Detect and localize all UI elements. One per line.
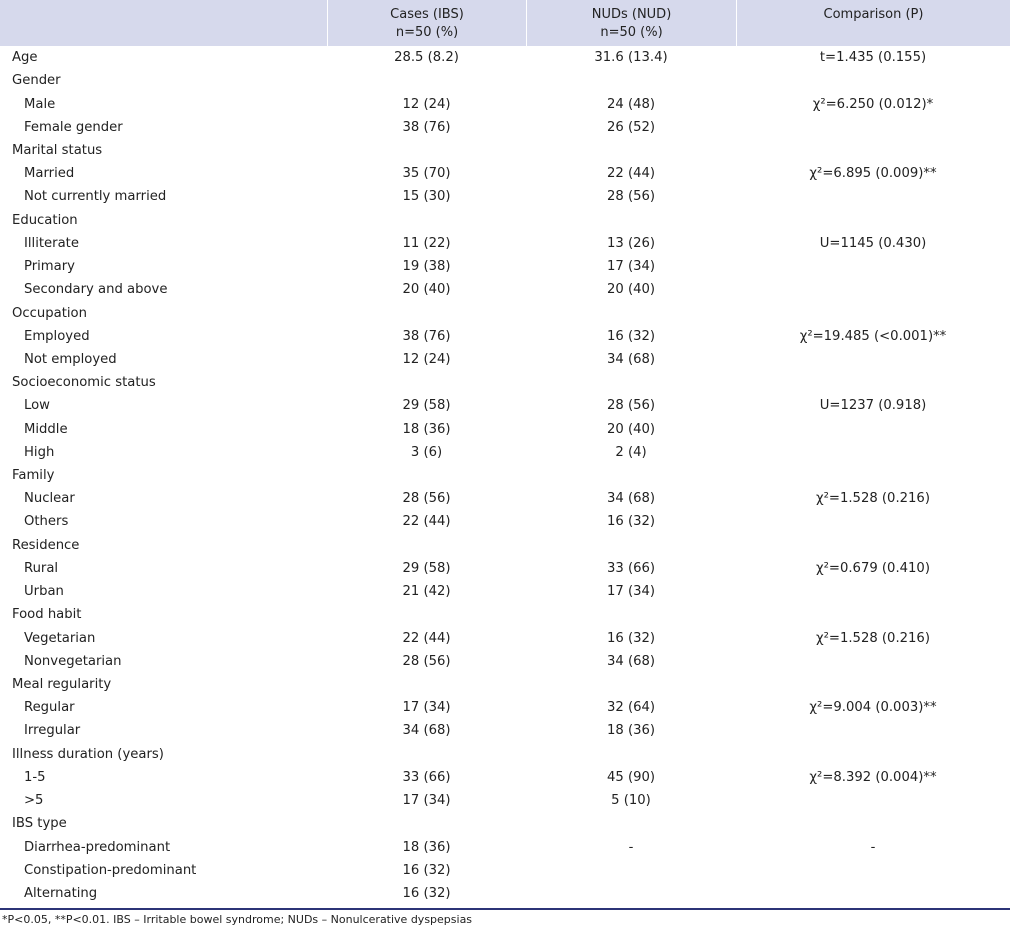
row-comparison-value: χ²=6.895 (0.009)** [809, 166, 937, 182]
row-label: Residence [12, 537, 80, 553]
row-cases-value: 11 (22) [402, 235, 451, 251]
row-cases-value: 29 (58) [402, 398, 451, 414]
row-nuds-value: 24 (48) [606, 96, 656, 112]
header-comparison-title: Comparison (P) [823, 7, 924, 22]
table-row [0, 766, 1010, 789]
row-label: Low [24, 398, 50, 414]
table-row [0, 418, 1010, 441]
row-cases-value: 35 (70) [402, 166, 451, 182]
table-row [0, 719, 1010, 742]
table-row [0, 557, 1010, 580]
row-nuds-value: 20 (40) [606, 421, 656, 437]
row-label: Employed [24, 328, 90, 344]
table-row [0, 626, 1010, 649]
row-nuds-value: 5 (10) [611, 793, 651, 809]
row-comparison-value: t=1.435 (0.155) [819, 50, 927, 66]
table-body [0, 46, 1010, 905]
row-label: Occupation [12, 305, 87, 321]
row-label: Married [24, 166, 75, 182]
row-label: Female gender [24, 119, 123, 135]
row-cases-value: 18 (36) [402, 839, 451, 855]
table-row [0, 441, 1010, 464]
row-label: Education [12, 212, 78, 228]
row-label: Gender [12, 73, 61, 89]
row-label: Age [12, 50, 38, 66]
table-row [0, 835, 1010, 858]
row-label: IBS type [12, 816, 67, 832]
row-comparison-value: χ²=1.528 (0.216) [816, 630, 930, 646]
row-nuds-value: 17 (34) [606, 584, 656, 600]
row-comparison-value: χ²=1.528 (0.216) [816, 491, 930, 507]
table-row [0, 116, 1010, 139]
header-nuds-title: NUDs (NUD) [591, 7, 672, 22]
table-bottom-rule [0, 908, 1010, 910]
row-label: >5 [24, 793, 44, 809]
row-cases-value: 33 (66) [402, 769, 451, 785]
table-row [0, 301, 1010, 324]
row-cases-value: 3 (6) [410, 444, 443, 460]
row-nuds-value: 34 (68) [606, 491, 656, 507]
row-label: Vegetarian [24, 630, 96, 646]
row-nuds-value: 28 (56) [606, 189, 656, 205]
row-comparison-value: U=1145 (0.430) [819, 235, 927, 251]
table-row [0, 789, 1010, 812]
row-comparison-value: χ²=19.485 (<0.001)** [799, 328, 947, 344]
row-nuds-value: 16 (32) [606, 630, 656, 646]
table-row [0, 673, 1010, 696]
row-label: Primary [24, 259, 75, 275]
row-cases-value: 28.5 (8.2) [394, 50, 459, 66]
row-nuds-value: 2 (4) [615, 444, 647, 460]
table-row [0, 278, 1010, 301]
table-row [0, 371, 1010, 394]
table-header [0, 0, 1010, 46]
row-label: Rural [24, 560, 59, 576]
row-label: Nuclear [24, 491, 75, 507]
row-cases-value: 16 (32) [402, 885, 451, 901]
row-label: Illiterate [24, 235, 79, 251]
row-comparison-value: U=1237 (0.918) [819, 398, 927, 414]
row-nuds-value: 28 (56) [606, 398, 656, 414]
table-row [0, 325, 1010, 348]
table-row [0, 580, 1010, 603]
table-row [0, 812, 1010, 835]
row-cases-value: 22 (44) [402, 630, 451, 646]
row-nuds-value: 13 (26) [606, 235, 656, 251]
table-row [0, 650, 1010, 673]
table-row [0, 859, 1010, 882]
table-row [0, 882, 1010, 905]
header-cases-title: Cases (IBS) [390, 7, 464, 22]
row-label: Male [24, 96, 56, 112]
row-nuds-value: 20 (40) [606, 282, 656, 298]
header-cases-ibs [327, 0, 526, 46]
table-row [0, 510, 1010, 533]
table-row [0, 603, 1010, 626]
row-label: Diarrhea-predominant [24, 839, 171, 855]
table-row [0, 46, 1010, 69]
table-row [0, 69, 1010, 92]
row-label: Food habit [12, 607, 82, 623]
table-row [0, 743, 1010, 766]
table-footnote: *P<0.05, **P<0.01. IBS – Irritable bowel syndrome; NUDs – Nonulcerative dyspepsias [2, 913, 473, 926]
row-cases-value: 28 (56) [402, 491, 451, 507]
row-label: Regular [24, 700, 75, 716]
row-nuds-value: 22 (44) [606, 166, 656, 182]
row-label: Constipation-predominant [24, 862, 197, 878]
row-comparison-value: χ²=8.392 (0.004)** [809, 769, 937, 785]
header-comparison [736, 0, 1010, 46]
row-cases-value: 38 (76) [402, 119, 451, 135]
row-label: Marital status [12, 142, 103, 158]
row-cases-value: 12 (24) [402, 96, 451, 112]
row-cases-value: 17 (34) [402, 700, 451, 716]
row-cases-value: 15 (30) [402, 189, 451, 205]
row-cases-value: 38 (76) [402, 328, 451, 344]
table-row [0, 464, 1010, 487]
row-cases-value: 29 (58) [402, 560, 451, 576]
table-row [0, 232, 1010, 255]
table-row [0, 696, 1010, 719]
row-cases-value: 16 (32) [402, 862, 451, 878]
row-label: High [24, 444, 55, 460]
row-comparison-value: χ²=0.679 (0.410) [816, 560, 930, 576]
row-label: Urban [24, 584, 64, 600]
row-label: Illness duration (years) [12, 746, 164, 762]
row-comparison-value: χ²=9.004 (0.003)** [809, 700, 937, 716]
row-label: Meal regularity [12, 677, 112, 693]
row-nuds-value: 45 (90) [606, 769, 656, 785]
row-cases-value: 22 (44) [402, 514, 451, 530]
row-nuds-value: 16 (32) [606, 514, 656, 530]
header-cases-n: n=50 (%) [395, 25, 459, 40]
row-label: Nonvegetarian [24, 653, 122, 669]
row-label: Family [12, 468, 55, 484]
row-comparison-value: χ²=6.250 (0.012)* [812, 96, 934, 112]
row-cases-value: 20 (40) [402, 282, 451, 298]
row-cases-value: 17 (34) [402, 793, 451, 809]
row-label: Socioeconomic status [12, 375, 156, 391]
row-nuds-value: 33 (66) [606, 560, 656, 576]
header-variable [0, 0, 327, 46]
row-cases-value: 18 (36) [402, 421, 451, 437]
table-row [0, 185, 1010, 208]
row-nuds-value: 34 (68) [606, 653, 656, 669]
table-row [0, 348, 1010, 371]
row-label: Not employed [24, 351, 117, 367]
table-row [0, 162, 1010, 185]
row-nuds-value: 26 (52) [606, 119, 656, 135]
row-comparison-value: - [870, 839, 876, 855]
row-label: Alternating [24, 885, 98, 901]
row-cases-value: 28 (56) [402, 653, 451, 669]
row-nuds-value: 32 (64) [606, 700, 656, 716]
table-row [0, 209, 1010, 232]
row-label: Middle [24, 421, 68, 437]
row-label: Irregular [24, 723, 81, 739]
row-cases-value: 19 (38) [402, 259, 451, 275]
row-nuds-value: 18 (36) [606, 723, 656, 739]
table-row [0, 255, 1010, 278]
table-row [0, 92, 1010, 115]
row-nuds-value: 16 (32) [606, 328, 656, 344]
row-cases-value: 34 (68) [402, 723, 451, 739]
row-nuds-value: 17 (34) [606, 259, 656, 275]
row-label: 1-5 [24, 769, 46, 785]
row-nuds-value: - [628, 839, 634, 855]
row-nuds-value: 34 (68) [606, 351, 656, 367]
row-label: Secondary and above [24, 282, 168, 298]
header-nuds-n: n=50 (%) [600, 25, 663, 40]
table-row [0, 534, 1010, 557]
row-nuds-value: 31.6 (13.4) [594, 50, 668, 66]
row-cases-value: 21 (42) [402, 584, 451, 600]
row-label: Others [24, 514, 69, 530]
row-cases-value: 12 (24) [402, 351, 451, 367]
table-row [0, 139, 1010, 162]
header-nuds [526, 0, 736, 46]
table-row [0, 487, 1010, 510]
row-label: Not currently married [24, 189, 167, 205]
table-row [0, 394, 1010, 417]
